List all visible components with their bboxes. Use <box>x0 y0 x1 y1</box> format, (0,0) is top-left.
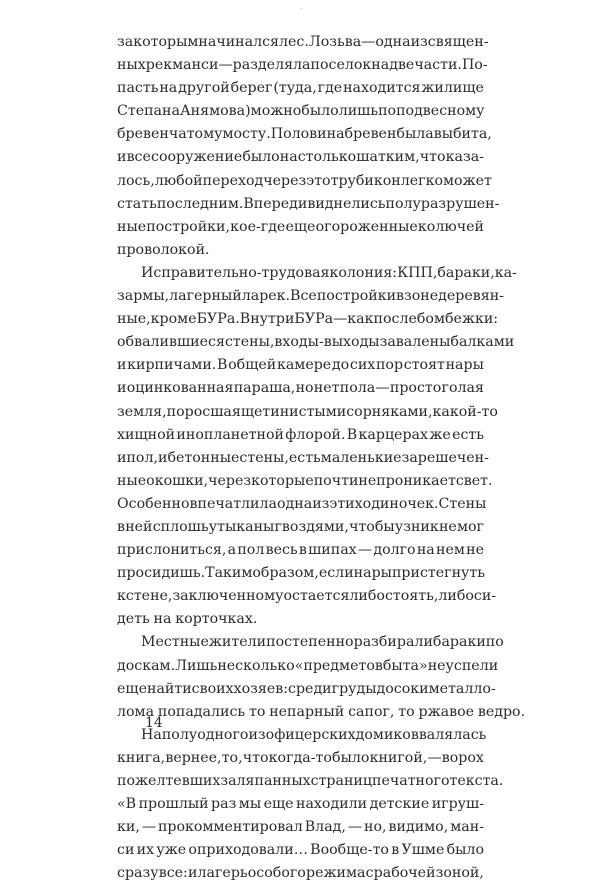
text-line: за которым начинался лес. Лозьва — одна из священ- <box>117 34 489 50</box>
text-line: деть на корточках. <box>117 611 258 628</box>
text-line: сразу все: и лагерь особого режима с рабочей зоной, <box>117 865 484 882</box>
text-line: зармы, лагерный ларек. Все постройки в зоне деревян- <box>117 288 504 305</box>
text-line: обвалившиеся стены, входы-выходы завалены балками <box>117 334 515 351</box>
text-line: лось, любой переход через этот рубикон легко может <box>117 172 492 189</box>
paragraph <box>117 31 500 262</box>
text-line: ки, — прокомментировал Влад, — но, видимо, ман- <box>117 819 484 836</box>
body-text <box>117 31 526 885</box>
text-line: ные окошки, через которые почти не проникает свет. <box>117 472 493 489</box>
text-line: пасть на другой берег (туда, где находится жилище <box>117 80 484 97</box>
text-line: доскам. Лишь несколько «предметов быта» не успели <box>117 657 499 674</box>
paragraph <box>117 631 526 723</box>
text-line: и оцинкованная параша, но нет пола — просто голая <box>117 380 484 397</box>
text-line: лома попадались то непарный сапог, то ржавое ведро. <box>117 703 526 720</box>
text-line: На полу одного из офицерских домиков валялась <box>141 726 487 743</box>
text-line: еще найти своих хозяев: среди груды досок и металло- <box>117 680 496 697</box>
text-line: проволокой. <box>117 241 210 258</box>
header-mark: - <box>300 4 303 13</box>
text-line: Исправительно-трудовая колония: КПП, бараки, ка- <box>141 264 517 281</box>
text-line: бревенчатому мосту. Половина бревен была выбита, <box>117 126 492 143</box>
text-line: и все сооружение было настолько шатким, что каза- <box>117 149 484 166</box>
text-line: Местные жители постепенно разбирали бараки по <box>141 634 504 651</box>
text-line: си их уже оприходовали… Вообще-то в Ушме было <box>117 842 484 859</box>
text-line: пожелтевших заляпанных страниц печатного текста. <box>117 773 504 789</box>
text-line: прислониться, а пол весь в шипах — долго на нем не <box>117 542 484 559</box>
text-line: «В прошлый раз мы еще находили детские игруш- <box>117 796 484 813</box>
text-line: в ней сплошь утыканы гвоздями, чтобы узник не мог <box>117 518 484 535</box>
text-line: ных рек манси — разделяла поселок на две части. По- <box>117 57 488 74</box>
text-line: к стене, заключенному остается либо стоять, либо си- <box>117 588 497 605</box>
text-line: ные постройки, кое-где еще огороженные колючей <box>117 218 484 235</box>
text-line: ные, кроме БУРа. Внутри БУРа — как после бомбежки: <box>117 311 499 328</box>
page-number: 14 <box>145 715 163 731</box>
text-line: земля, поросшая щетинистыми сорняками, какой-то <box>117 403 498 420</box>
paragraph <box>117 262 517 632</box>
text-line: Особенно впечатлила одна из этих одиночек. Стены <box>117 495 487 512</box>
text-line: книга, вернее, то, что когда-то было книгой, — ворох <box>117 749 484 766</box>
text-line: стать последним. Впереди виднелись полуразрушен- <box>117 195 500 212</box>
paragraph <box>117 724 504 885</box>
text-line: хищной инопланетной флорой. В карцерах же есть <box>117 426 484 443</box>
text-line: Степана Анямова) можно было лишь по подвесному <box>117 103 485 120</box>
text-line: просидишь. Таким образом, если нары пристегнуть <box>117 565 485 582</box>
text-line: и кирпичами. В общей камере до сих пор стоят нары <box>117 357 484 374</box>
text-line: и пол, и бетонные стены, есть маленькие зарешечен- <box>117 449 489 466</box>
